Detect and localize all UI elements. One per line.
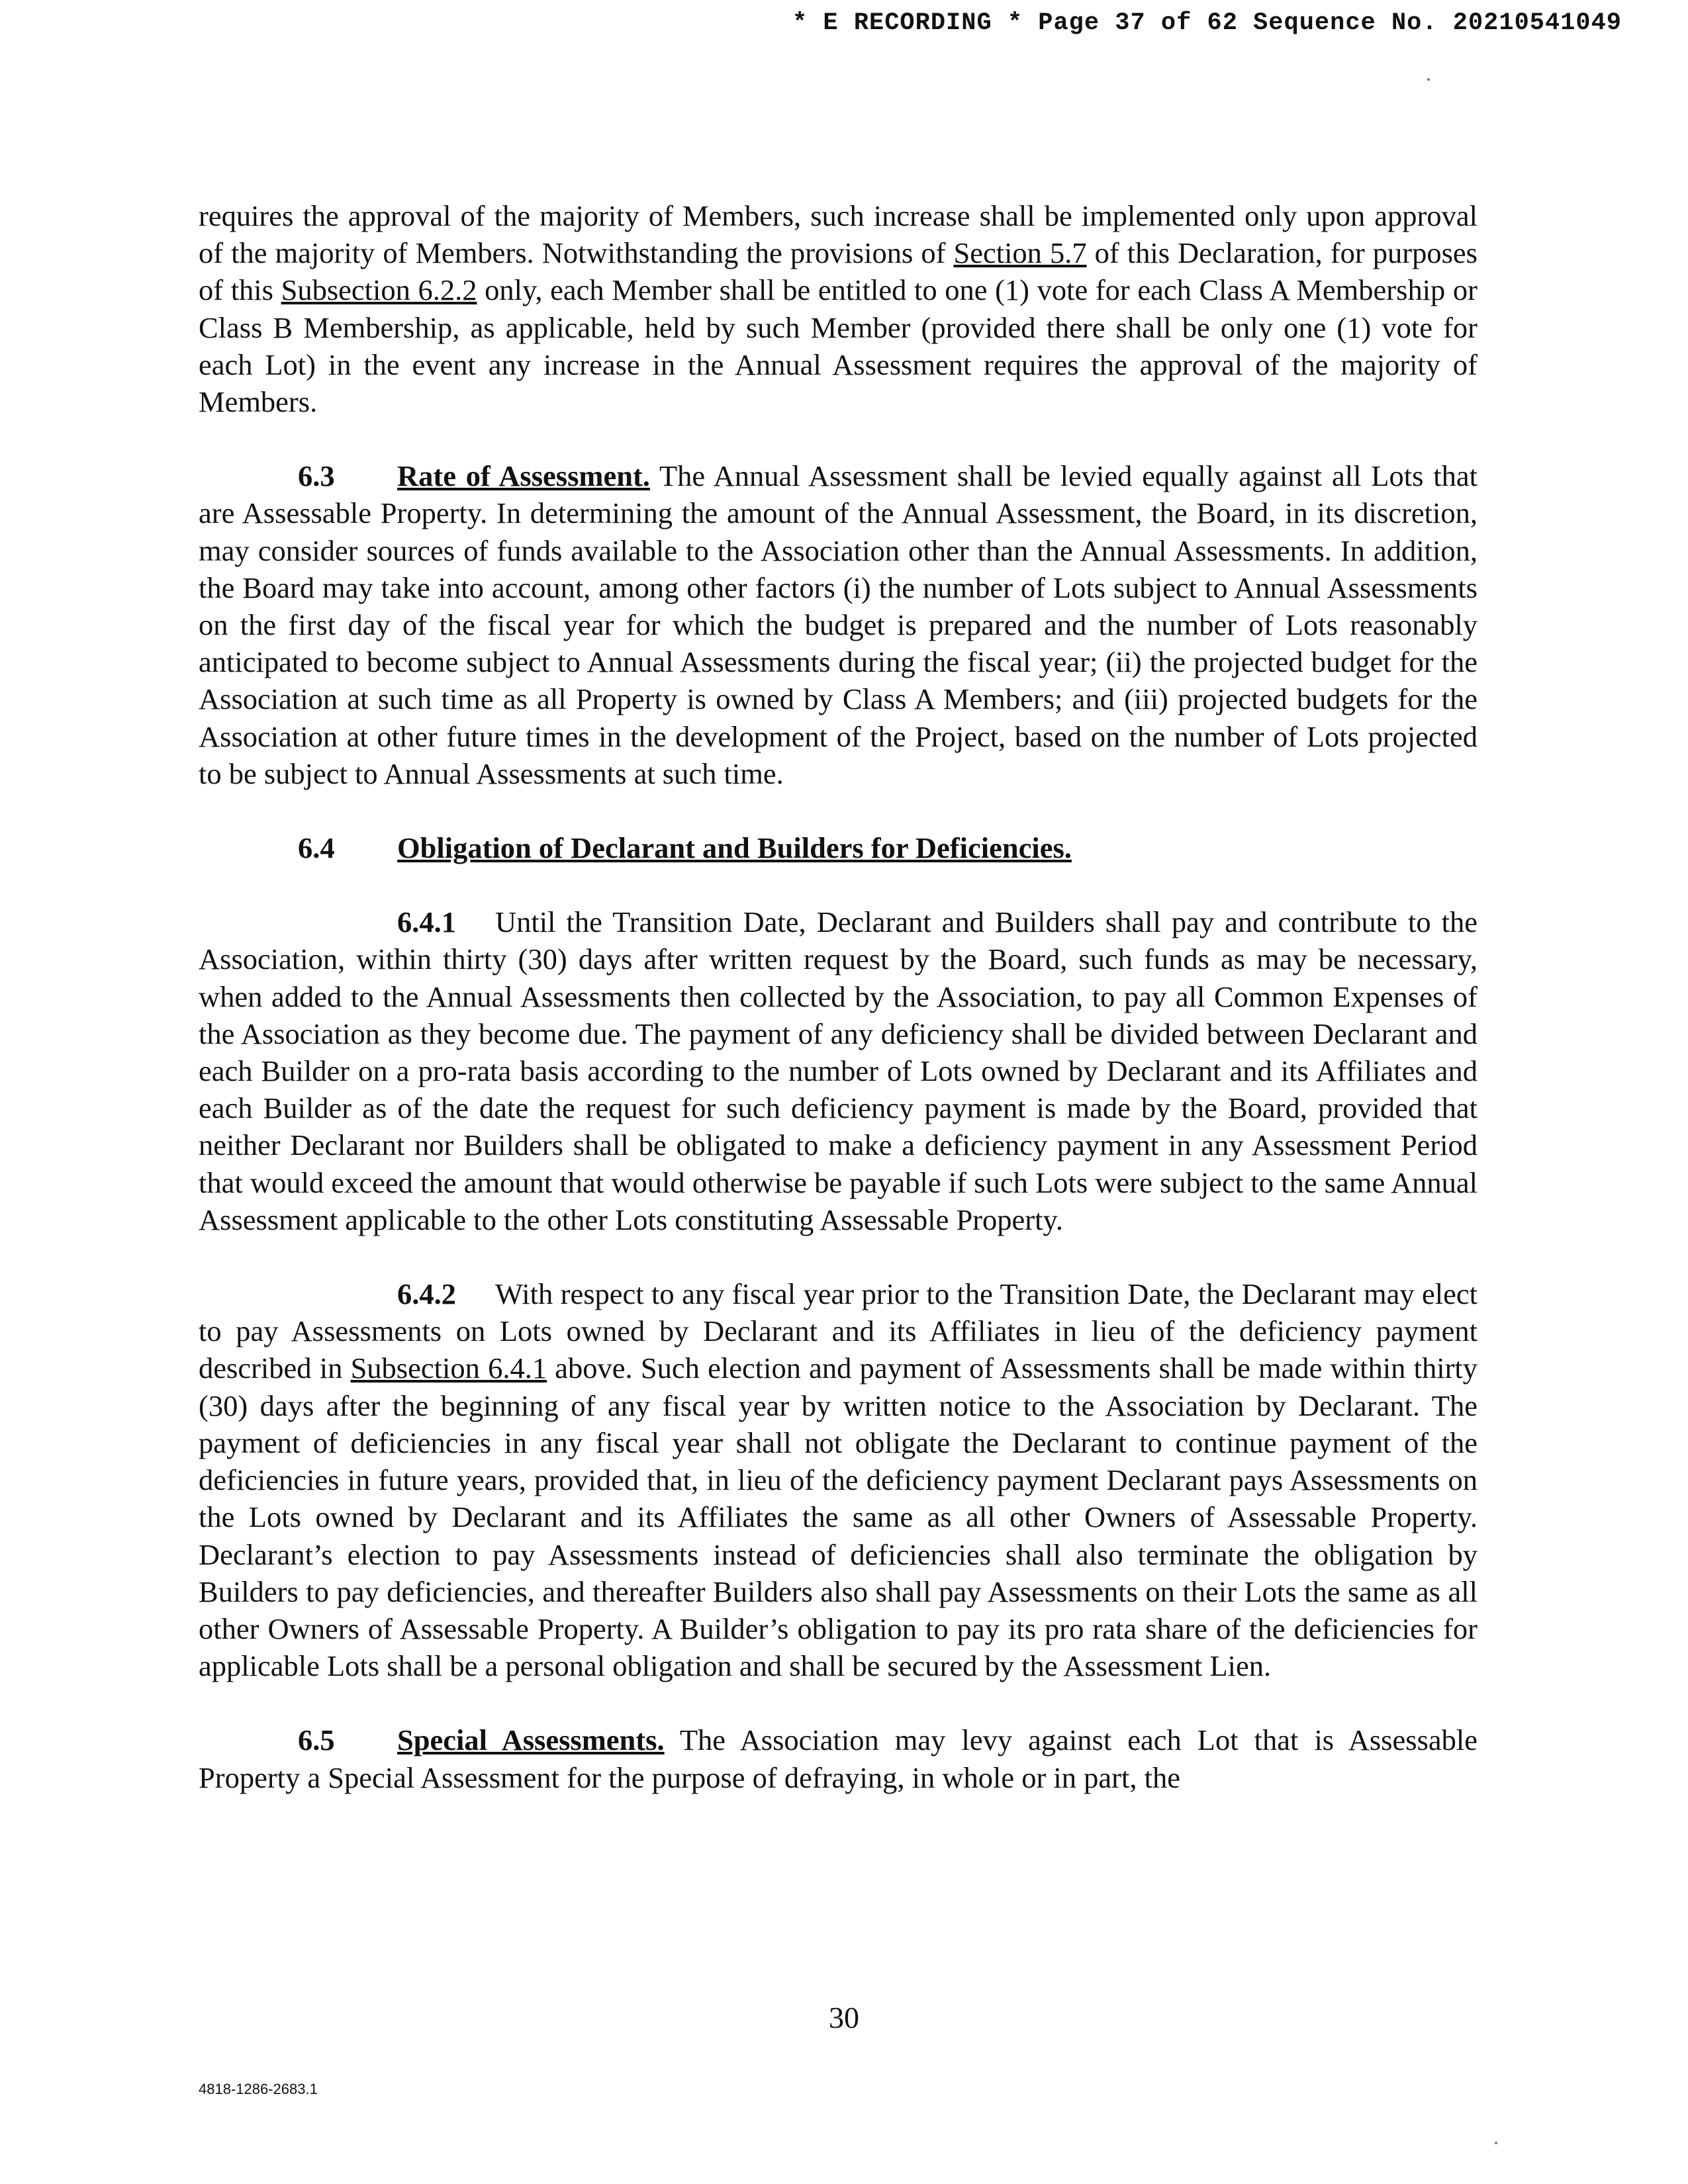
section-6-4 — [199, 829, 1477, 866]
page-number: 30 — [829, 2001, 859, 2034]
subsection-text: Until the Transition Date, Declarant and Builders shall pay and contribute to the Association, within thirty (30) days after written request by the Board, such funds as may be necessary, when added to the Annual Assessments then collected by the Association, to pay all Common Expenses of the Association as they become due. The payment of any deficiency shall be divided between Declarant and each Builder on a pro-rata basis according to the number of Lots owned by Declarant and its Affiliates and each Builder as of the date the request for such deficiency payment is made by the Board, provided that neither Declarant nor Builders shall be obligated to make a deficiency payment in any Assessment Period that would exceed the amount that would otherwise be payable if such Lots were subject to the same Annual Assessment applicable to the other Lots constituting Assessable Property. — [199, 905, 1477, 1236]
section-6-5 — [199, 1721, 1477, 1796]
recording-header: * E RECORDING * Page 37 of 62 Sequence No. 20210541049 — [792, 9, 1622, 37]
subsection-number: 6.4.1 — [397, 905, 456, 939]
subsection-6-4-1 — [199, 903, 1477, 1238]
text: only, each Member shall be entitled to one (1) vote for each Class A Membership or Class B Membership, as applicable, held by such Member (provided there shall be only one (1) vote for each Lot) in the event any increase in the Annual Assessment requires the approval of the majority of Members. — [199, 273, 1477, 419]
text: of this Declaration, for purposes of this — [199, 236, 1477, 307]
section-heading: Special Assessments. — [397, 1723, 665, 1757]
paragraph-continuation — [199, 197, 1477, 420]
section-6-3 — [199, 457, 1477, 792]
section-number: 6.5 — [298, 1723, 335, 1757]
section-text: The Association may levy against each Lot that is Assessable Property a Special Assessment for the purpose of defraying, in whole or in part, the — [199, 1723, 1478, 1794]
subsection-text: above. Such election and payment of Assessments shall be made within thirty (30) days after the beginning of any fiscal year by written notice to the Association by Declarant. The payment of deficiencies in any fiscal year shall not obligate the Declarant to continue payment of the deficiencies in future years, provided that, in lieu of the deficiency payment Declarant pays Assessments on the Lots owned by Declarant and its Affiliates the same as all other Owners of Assessable Property. Declarant’s election to pay Assessments instead of deficiencies shall also terminate the obligation by Builders to pay deficiencies, and thereafter Builders also shall pay Assessments on their Lots the same as all other Owners of Assessable Property. A Builder’s obligation to pay its pro rata share of the deficiencies for applicable Lots shall be a personal obligation and shall be secured by the Assessment Lien. — [199, 1351, 1477, 1683]
section-heading: Rate of Assessment. — [397, 459, 650, 493]
section-text: The Annual Assessment shall be levied equally against all Lots that are Assessable Property. In determining the amount of the Annual Assessment, the Board, in its discretion, may consider sources of funds available to the Association other than the Annual Assessments. In addition, the Board may take into account, among other factors (i) the number of Lots subject to Annual Assessments on the first day of the fiscal year for which the budget is prepared and the number of Lots reasonably anticipated to become subject to Annual Assessments during the fiscal year; (ii) the projected budget for the Association at such time as all Property is owned by Class A Members; and (iii) projected budgets for the Association at other future times in the development of the Project, based on the number of Lots projected to be subject to Annual Assessments at such time. — [199, 459, 1477, 790]
subsection-6-4-2 — [199, 1275, 1477, 1684]
section-heading: Obligation of Declarant and Builders for Deficiencies. — [397, 831, 1072, 865]
document-body — [199, 197, 1477, 1796]
section-reference: Section 5.7 — [953, 236, 1087, 270]
section-number: 6.4 — [298, 831, 335, 865]
text: requires the approval of the majority of Members, such increase shall be implemented only upon approval of the majority of Members. Notwithstanding the provisions of — [199, 199, 1477, 270]
subsection-text: With respect to any fiscal year prior to the Transition Date, the Declarant may elect to pay Assessments on Lots owned by Declarant and its Affiliates in lieu of the deficiency payment described in — [199, 1277, 1477, 1385]
scan-speck — [1427, 78, 1430, 81]
subsection-reference: Subsection 6.4.1 — [350, 1351, 547, 1385]
subsection-reference: Subsection 6.2.2 — [281, 273, 477, 307]
scan-speck — [1495, 2142, 1497, 2144]
document-id: 4818-1286-2683.1 — [199, 2081, 318, 2097]
section-number: 6.3 — [298, 459, 335, 493]
subsection-number: 6.4.2 — [397, 1277, 456, 1311]
